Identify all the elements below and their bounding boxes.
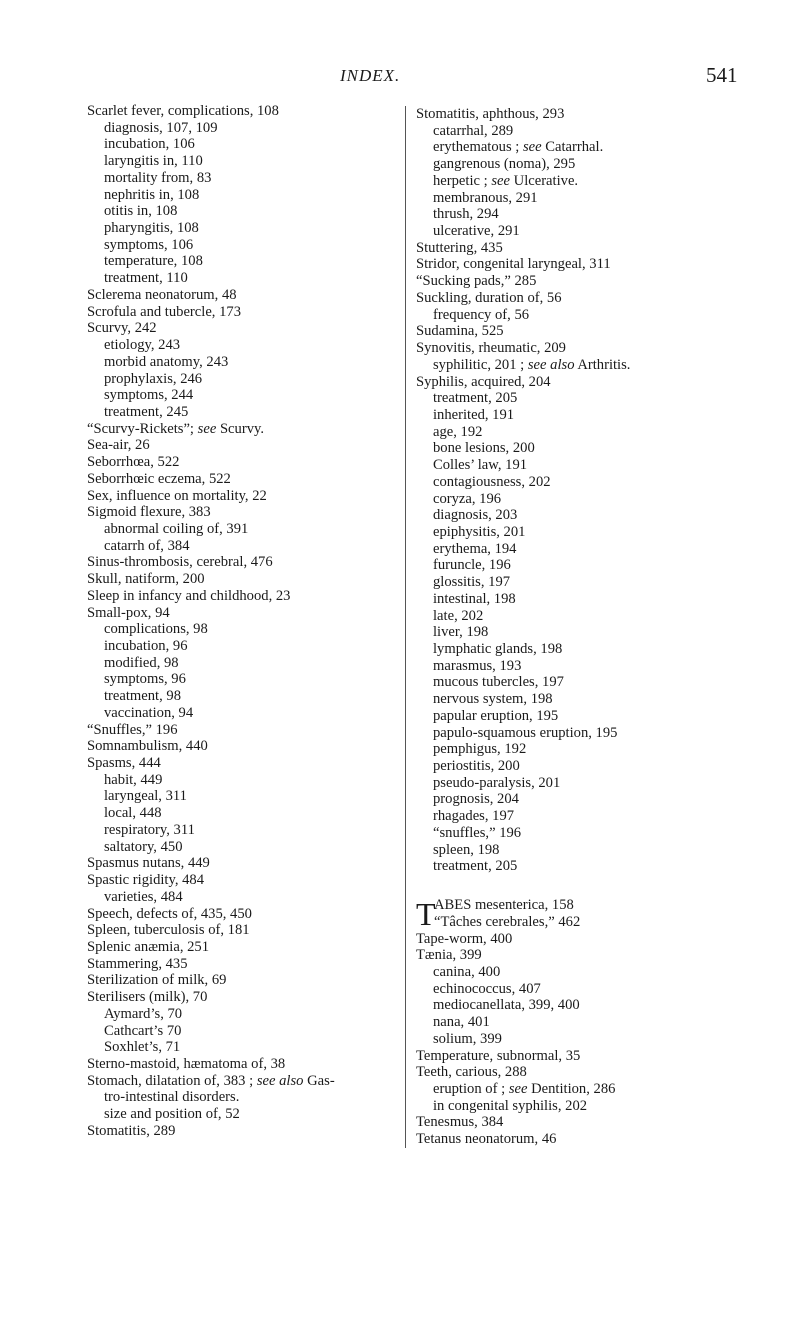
index-entry-text: intestinal, 198 xyxy=(433,590,516,607)
index-subentry xyxy=(416,842,746,859)
index-entry-text: Spasmus nutans, 449 xyxy=(87,855,210,872)
page-header xyxy=(0,63,800,96)
index-entry-text: papulo-squamous eruption, 195 xyxy=(433,724,618,741)
index-entry-text: Colles’ law, 191 xyxy=(433,457,528,474)
index-subentry xyxy=(416,390,746,407)
index-entry xyxy=(87,287,407,304)
index-entry-text: Aymard’s, 70 xyxy=(104,1005,183,1022)
index-entry-text: herpetic ; xyxy=(433,172,488,189)
index-entry xyxy=(87,554,407,571)
index-entry xyxy=(416,374,746,391)
index-entry-text: ABES mesenterica, 158 xyxy=(434,897,574,914)
index-entry-text: spleen, 198 xyxy=(433,841,500,858)
see-reference-target: Arthritis. xyxy=(574,356,631,373)
index-subentry xyxy=(416,491,746,508)
index-subentry xyxy=(416,457,746,474)
index-entry xyxy=(416,1114,746,1131)
index-subentry xyxy=(87,822,407,839)
index-subentry xyxy=(416,407,746,424)
index-entry-text: nana, 401 xyxy=(433,1014,490,1031)
index-entry-text: abnormal coiling of, 391 xyxy=(104,520,249,537)
index-subentry xyxy=(416,139,746,156)
index-subentry xyxy=(416,741,746,758)
index-entry-text: Tænia, 399 xyxy=(416,947,482,964)
index-entry xyxy=(87,722,407,739)
index-entry xyxy=(87,471,407,488)
index-entry-text: vaccination, 94 xyxy=(104,704,194,721)
index-subentry xyxy=(416,981,746,998)
index-entry xyxy=(87,304,407,321)
index-subentry xyxy=(87,187,407,204)
index-subentry xyxy=(87,772,407,789)
see-reference-label: see also xyxy=(256,1072,304,1089)
index-subentry xyxy=(87,889,407,906)
index-entry-text: modified, 98 xyxy=(104,654,179,671)
index-entry-text: ulcerative, 291 xyxy=(433,223,520,240)
index-subentry xyxy=(87,220,407,237)
index-entry-text: lymphatic glands, 198 xyxy=(433,641,563,657)
index-entry-text: diagnosis, 203 xyxy=(433,507,518,524)
index-subentry xyxy=(416,591,746,608)
index-entry-text: contagiousness, 202 xyxy=(433,473,551,490)
see-reference-target: Ulcerative. xyxy=(510,172,579,189)
index-subentry xyxy=(416,808,746,825)
index-subentry xyxy=(416,474,746,491)
index-subentry xyxy=(416,708,746,725)
index-entry xyxy=(87,906,407,923)
index-entry-text: treatment, 110 xyxy=(104,270,188,287)
index-entry-text: echinococcus, 407 xyxy=(433,980,541,997)
index-subentry xyxy=(87,1023,407,1040)
index-entry xyxy=(416,256,746,273)
index-entry-text: Sudamina, 525 xyxy=(416,323,504,340)
index-entry xyxy=(87,1073,407,1090)
index-entry-text: catarrh of, 384 xyxy=(104,537,190,554)
index-entry-text: Stomatitis, aphthous, 293 xyxy=(416,106,565,122)
index-entry xyxy=(416,1131,746,1148)
index-entry-text: Temperature, subnormal, 35 xyxy=(416,1047,581,1064)
index-entry-text: laryngitis in, 110 xyxy=(104,153,203,170)
index-entry-text: Scrofula and tubercle, 173 xyxy=(87,303,241,320)
index-entry-text: marasmus, 193 xyxy=(433,657,522,674)
index-subentry xyxy=(416,641,746,658)
index-entry-text: morbid anatomy, 243 xyxy=(104,353,229,370)
index-entry-text: Scurvy, 242 xyxy=(87,320,157,337)
index-entry xyxy=(416,947,746,964)
index-entry-text: epiphysitis, 201 xyxy=(433,523,526,540)
index-entry-text: late, 202 xyxy=(433,607,484,624)
index-subentry xyxy=(87,1106,407,1123)
index-subentry xyxy=(416,173,746,190)
index-subentry xyxy=(87,203,407,220)
index-entry-text: pemphigus, 192 xyxy=(433,741,527,758)
index-subentry xyxy=(416,206,746,223)
index-entry xyxy=(87,872,407,889)
index-subentry xyxy=(416,307,746,324)
index-entry-text: Sea-air, 26 xyxy=(87,437,150,454)
index-entry-text: Synovitis, rheumatic, 209 xyxy=(416,340,566,357)
index-entry-text: saltatory, 450 xyxy=(104,838,183,855)
index-entry-text: canina, 400 xyxy=(433,963,501,980)
index-entry xyxy=(87,571,407,588)
index-entry-text: Spastic rigidity, 484 xyxy=(87,872,205,889)
index-entry xyxy=(87,437,407,454)
index-entry-text: prophylaxis, 246 xyxy=(104,370,203,387)
drop-cap-letter: T xyxy=(416,896,436,933)
index-entry-text: Stammering, 435 xyxy=(87,955,188,972)
index-entry-text: complications, 98 xyxy=(104,621,208,638)
index-subentry xyxy=(416,574,746,591)
index-subentry xyxy=(87,1006,407,1023)
index-subentry xyxy=(87,638,407,655)
index-subentry xyxy=(416,624,746,641)
index-subentry xyxy=(87,521,407,538)
index-subentry xyxy=(416,123,746,140)
index-entry-text: Suckling, duration of, 56 xyxy=(416,289,562,306)
index-subentry xyxy=(87,705,407,722)
index-entry-text: size and position of, 52 xyxy=(104,1106,240,1123)
index-subentry xyxy=(87,253,407,270)
index-entry-text: treatment, 205 xyxy=(433,390,518,407)
index-subentry xyxy=(416,357,746,374)
index-entry xyxy=(87,972,407,989)
index-subentry xyxy=(416,440,746,457)
see-reference-label: see xyxy=(508,1080,528,1097)
index-entry-text: Sigmoid flexure, 383 xyxy=(87,504,211,521)
index-entry-text: mediocanellata, 399, 400 xyxy=(433,997,580,1014)
see-reference-target: Catarrhal. xyxy=(541,139,604,156)
index-entry xyxy=(416,323,746,340)
index-subentry xyxy=(87,1089,407,1106)
index-entry-text: Tetanus neonatorum, 46 xyxy=(416,1131,557,1148)
index-subentry xyxy=(87,371,407,388)
index-entry xyxy=(87,922,407,939)
index-entry-text: Stridor, congenital laryngeal, 311 xyxy=(416,256,611,273)
index-subentry xyxy=(87,120,407,137)
index-entry-text: Syphilis, acquired, 204 xyxy=(416,373,551,390)
index-entry-text: Teeth, carious, 288 xyxy=(416,1064,527,1081)
index-subentry xyxy=(87,839,407,856)
index-subentry xyxy=(416,858,746,875)
index-entry-text: treatment, 98 xyxy=(104,688,181,705)
index-entry-text: Splenic anæmia, 251 xyxy=(87,938,210,955)
index-entry-text: inherited, 191 xyxy=(433,406,515,423)
index-entry-text: treatment, 245 xyxy=(104,403,189,420)
see-reference-label: see xyxy=(522,139,542,156)
index-subentry xyxy=(416,424,746,441)
index-entry-text: papular eruption, 195 xyxy=(433,707,559,724)
see-reference-target: Gas- xyxy=(303,1072,335,1089)
index-entry-text: temperature, 108 xyxy=(104,253,203,270)
index-entry xyxy=(87,939,407,956)
index-entry-text: Scarlet fever, complications, 108 xyxy=(87,103,279,119)
index-subentry xyxy=(416,541,746,558)
index-subentry xyxy=(87,538,407,555)
index-entry-text: Spleen, tuberculosis of, 181 xyxy=(87,922,250,939)
index-entry-text: membranous, 291 xyxy=(433,189,538,206)
index-subentry xyxy=(87,136,407,153)
index-entry-text: Speech, defects of, 435, 450 xyxy=(87,905,252,922)
index-entry-text: periostitis, 200 xyxy=(433,758,520,775)
index-subentry xyxy=(87,153,407,170)
index-entry xyxy=(87,605,407,622)
index-subentry xyxy=(416,964,746,981)
index-entry-text: varieties, 484 xyxy=(104,888,183,905)
index-entry-text: incubation, 96 xyxy=(104,638,188,654)
index-subentry xyxy=(416,691,746,708)
index-subentry xyxy=(87,805,407,822)
index-entry xyxy=(87,421,407,438)
index-subentry xyxy=(87,387,407,404)
index-entry-text: in congenital syphilis, 202 xyxy=(433,1097,588,1114)
index-entry xyxy=(87,454,407,471)
index-entry-text: coryza, 196 xyxy=(433,490,502,507)
index-subentry xyxy=(416,557,746,574)
index-entry-text: furuncle, 196 xyxy=(433,557,511,574)
index-entry-text: pharyngitis, 108 xyxy=(104,220,199,237)
index-entry-text: liver, 198 xyxy=(433,624,489,641)
index-entry xyxy=(87,320,407,337)
index-entry xyxy=(416,340,746,357)
index-section-s xyxy=(416,106,746,875)
see-reference-label: see also xyxy=(527,356,575,373)
index-entry-text: gangrenous (noma), 295 xyxy=(433,156,576,173)
see-reference-label: see xyxy=(197,420,217,437)
index-subentry xyxy=(87,655,407,672)
index-subentry xyxy=(87,1039,407,1056)
index-entry-text: Somnambulism, 440 xyxy=(87,738,208,755)
index-entry-text: solium, 399 xyxy=(433,1030,502,1047)
index-subentry xyxy=(416,825,746,842)
index-entry xyxy=(87,504,407,521)
index-entry-text: syphilitic, 201 ; xyxy=(433,356,525,373)
index-entry-text: treatment, 205 xyxy=(433,858,518,875)
see-reference-target: Dentition, 286 xyxy=(527,1080,616,1097)
index-entry-text: rhagades, 197 xyxy=(433,808,515,825)
index-subentry xyxy=(416,223,746,240)
index-subentry xyxy=(416,524,746,541)
index-entry-text: frequency of, 56 xyxy=(433,306,530,323)
index-entry xyxy=(87,588,407,605)
index-entry-text: Tenesmus, 384 xyxy=(416,1114,504,1131)
index-entry-text: thrush, 294 xyxy=(433,206,499,223)
index-entry xyxy=(87,1056,407,1073)
index-subentry xyxy=(87,170,407,187)
index-entry-text: respiratory, 311 xyxy=(104,821,195,838)
index-subentry xyxy=(87,671,407,688)
index-subentry xyxy=(87,688,407,705)
index-entry xyxy=(87,755,407,772)
index-entry xyxy=(416,1048,746,1065)
index-subentry xyxy=(416,1081,746,1098)
index-entry xyxy=(87,1123,407,1140)
index-subentry xyxy=(416,1098,746,1115)
index-entry-text: Seborrhœa, 522 xyxy=(87,454,180,471)
index-entry-text: Sclerema neonatorum, 48 xyxy=(87,286,237,303)
index-entry-text: Sterilisers (milk), 70 xyxy=(87,989,208,1006)
index-entry xyxy=(87,103,407,120)
index-entry-text: “Scurvy-Rickets”; xyxy=(87,420,194,437)
index-entry-text: “Tâches cerebrales,” 462 xyxy=(434,913,581,930)
index-subentry xyxy=(416,507,746,524)
index-subentry xyxy=(87,788,407,805)
index-subentry xyxy=(416,758,746,775)
index-entry-text: Sleep in infancy and childhood, 23 xyxy=(87,587,291,604)
index-entry-text: incubation, 106 xyxy=(104,136,195,153)
index-entry-text: Spasms, 444 xyxy=(87,755,161,772)
index-subentry xyxy=(87,621,407,638)
index-entry-text: otitis in, 108 xyxy=(104,203,178,220)
index-entry-text: symptoms, 96 xyxy=(104,671,186,688)
index-entry-text: “Sucking pads,” 285 xyxy=(416,273,537,290)
index-entry xyxy=(416,1064,746,1081)
index-entry-text: Stomach, dilatation of, 383 ; xyxy=(87,1072,254,1089)
index-entry-text: laryngeal, 311 xyxy=(104,788,187,805)
index-entry-text: age, 192 xyxy=(433,423,483,440)
section-gap xyxy=(416,875,746,897)
index-entry-text: Seborrhœic eczema, 522 xyxy=(87,470,231,487)
index-subentry xyxy=(416,791,746,808)
index-subentry xyxy=(87,404,407,421)
index-entry-sub xyxy=(416,914,746,931)
index-entry-text: prognosis, 204 xyxy=(433,791,519,808)
index-entry-text: Sterno-mastoid, hæmatoma of, 38 xyxy=(87,1055,286,1072)
index-entry xyxy=(416,106,746,123)
index-entry-text: bone lesions, 200 xyxy=(433,440,535,457)
page-number: 541 xyxy=(706,63,738,87)
index-subentry xyxy=(87,354,407,371)
index-entry xyxy=(87,956,407,973)
index-entry-text: erythematous ; xyxy=(433,139,520,156)
index-subentry xyxy=(416,674,746,691)
index-entry-text: pseudo-paralysis, 201 xyxy=(433,774,561,791)
index-entry-text: nephritis in, 108 xyxy=(104,186,200,203)
index-entry-text: Soxhlet’s, 71 xyxy=(104,1039,181,1056)
index-entry xyxy=(416,240,746,257)
index-entry-text: etiology, 243 xyxy=(104,337,181,354)
index-entry xyxy=(416,290,746,307)
index-entry-text: symptoms, 244 xyxy=(104,387,194,404)
index-subentry xyxy=(416,190,746,207)
index-entry xyxy=(87,738,407,755)
index-subentry xyxy=(416,608,746,625)
index-entry xyxy=(87,488,407,505)
index-entry-text: habit, 449 xyxy=(104,771,163,788)
index-entry-text: eruption of ; xyxy=(433,1080,506,1097)
index-entry-text: Sex, influence on mortality, 22 xyxy=(87,487,267,504)
see-reference-target: Scurvy. xyxy=(216,420,264,437)
index-entry xyxy=(416,931,746,948)
index-entry-text: Stuttering, 435 xyxy=(416,239,503,256)
page-title: INDEX. xyxy=(340,66,401,85)
index-entry-text: Stomatitis, 289 xyxy=(87,1122,176,1139)
index-subentry xyxy=(416,775,746,792)
index-subentry xyxy=(416,1031,746,1048)
index-entry-text: mortality from, 83 xyxy=(104,169,212,186)
index-subentry xyxy=(416,658,746,675)
see-reference-label: see xyxy=(491,172,510,189)
index-section-t xyxy=(416,931,746,1148)
index-subentry xyxy=(416,156,746,173)
index-entry-text: Skull, natiform, 200 xyxy=(87,571,205,588)
index-entry xyxy=(87,855,407,872)
index-entry-text: Small-pox, 94 xyxy=(87,604,170,621)
index-entry-text: “Snuffles,” 196 xyxy=(87,721,178,738)
index-subentry xyxy=(416,997,746,1014)
index-entry-text: symptoms, 106 xyxy=(104,236,194,253)
index-entry-text: mucous tubercles, 197 xyxy=(433,674,564,691)
index-entry-text: local, 448 xyxy=(104,805,162,822)
index-entry-text: Sinus-thrombosis, cerebral, 476 xyxy=(87,554,273,571)
index-entry-text: “snuffles,” 196 xyxy=(433,824,522,841)
index-entry-text: nervous system, 198 xyxy=(433,691,553,708)
index-subentry xyxy=(416,725,746,742)
index-entry-text: diagnosis, 107, 109 xyxy=(104,119,218,136)
index-entry-text: Tape-worm, 400 xyxy=(416,930,513,947)
index-subentry xyxy=(87,337,407,354)
index-entry-text: glossitis, 197 xyxy=(433,574,511,591)
index-subentry xyxy=(416,1014,746,1031)
index-column-left xyxy=(87,103,407,1140)
index-entry-text: erythema, 194 xyxy=(433,540,517,557)
index-entry-text: catarrhal, 289 xyxy=(433,122,514,139)
index-subentry xyxy=(87,237,407,254)
index-entry xyxy=(87,989,407,1006)
index-subentry xyxy=(87,270,407,287)
index-entry-text: tro-intestinal disorders. xyxy=(104,1089,240,1106)
index-column-right xyxy=(405,106,746,1148)
index-entry-text: Sterilization of milk, 69 xyxy=(87,972,227,989)
index-entry-text: Cathcart’s 70 xyxy=(104,1022,182,1039)
index-entry xyxy=(416,273,746,290)
